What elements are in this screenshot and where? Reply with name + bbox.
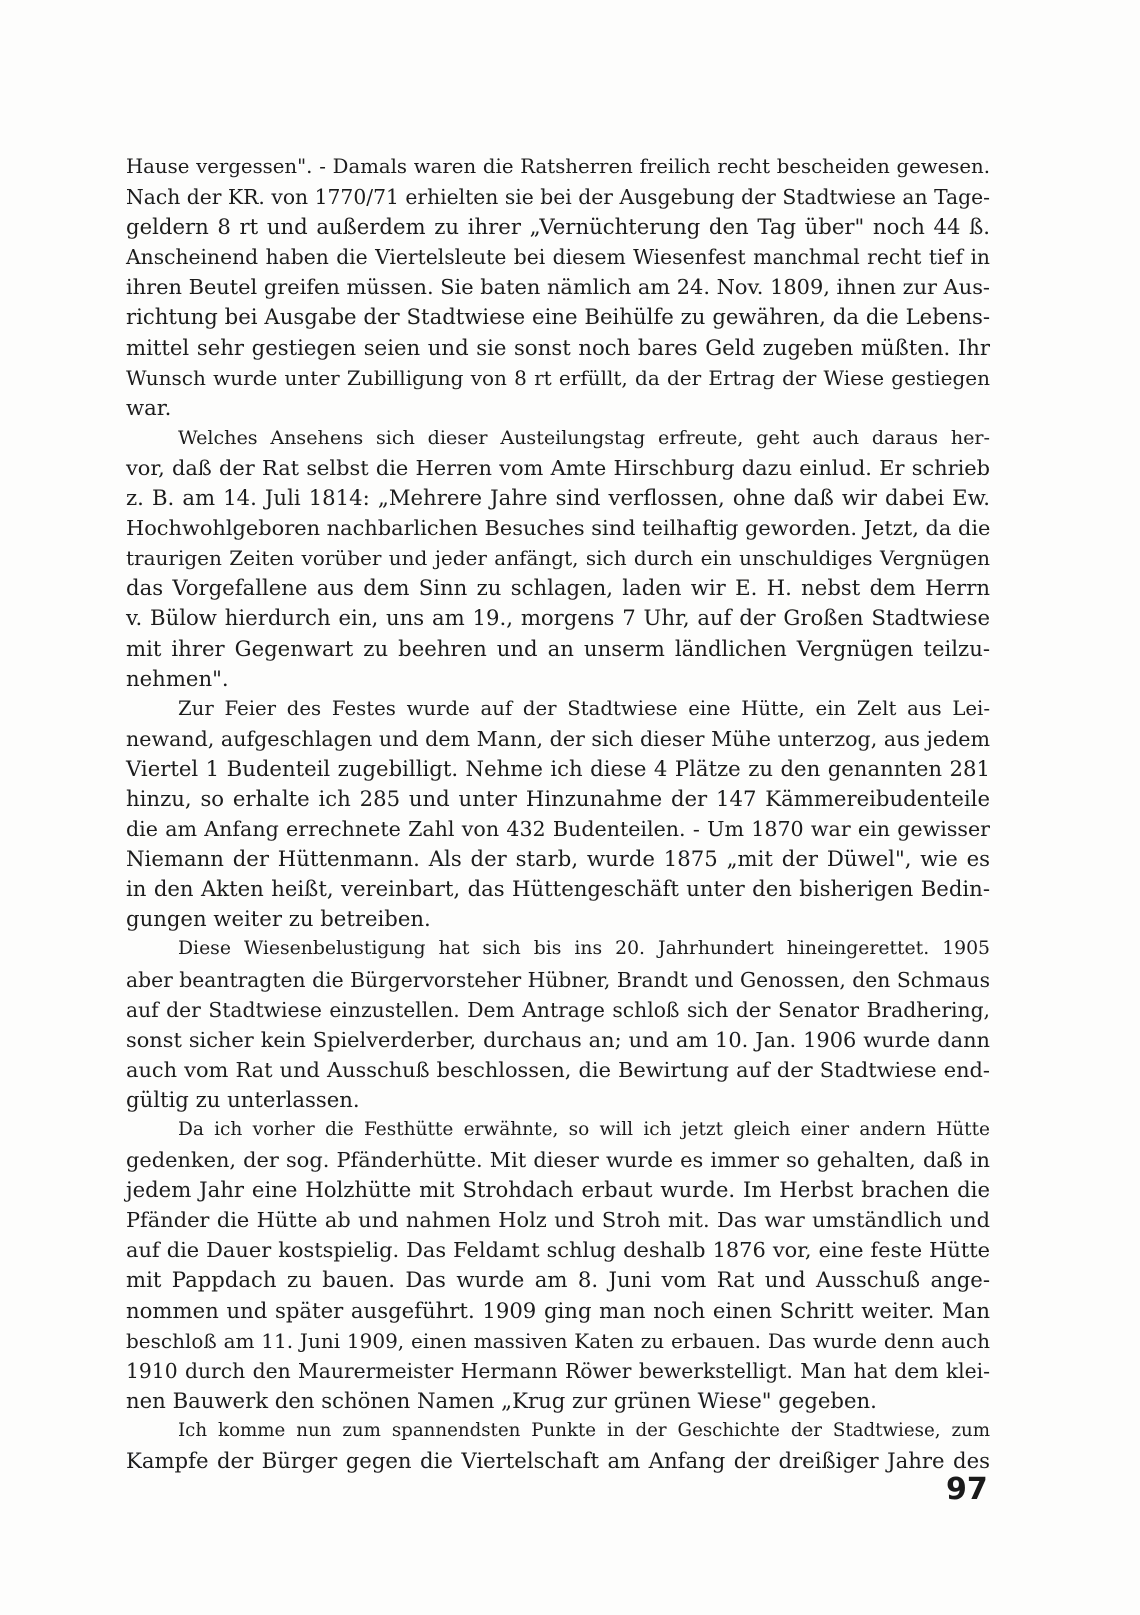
text-line: newand, aufgeschlagen und dem Mann, der sich dieser Mühe unterzog, aus jedem [126,726,990,751]
text-line: mittel sehr gestiegen seien und sie sonst noch bares Geld zugeben müßten. Ihr [126,334,990,360]
text-line: gungen weiter zu betreiben. [126,906,431,932]
paragraph [126,694,990,935]
text-line: hinzu, so erhalte ich 285 und unter Hinzunahme der 147 Kämmereibudenteile [126,785,990,811]
text-line: in den Akten heißt, vereinbart, das Hüttengeschäft unter den bisherigen Bedin- [126,876,990,902]
text-line: das Vorgefallene aus dem Sinn zu schlagen, laden wir E. H. nebst dem Herrn [126,575,990,601]
text-line: richtung bei Ausgabe der Stadtwiese eine Beihülfe zu gewähren, da die Lebens- [126,304,990,330]
text-line: Pfänder die Hütte ab und nahmen Holz und Stroh mit. Das war umständlich und [126,1208,990,1233]
text-line: traurigen Zeiten vorüber und jeder anfängt, sich durch ein unschuldiges Vergnügen [126,546,990,571]
text-line: sonst sicher kein Spielverderber, durchaus an; und am 10. Jan. 1906 wurde dann [126,1027,990,1052]
text-line: auf der Stadtwiese einzustellen. Dem Antrage schloß sich der Senator Bradhering, [126,997,990,1022]
text-line: geldern 8 rt und außerdem zu ihrer „Vernüchterung den Tag über" noch 44 ß. [126,214,990,240]
text-line: 1910 durch den Maurermeister Hermann Röwer bewerkstelligt. Man hat dem klei- [126,1358,990,1383]
text-line: z. B. am 14. Juli 1814: „Mehrere Jahre sind verflossen, ohne daß wir dabei Ew. [126,485,990,511]
text-line: gedenken, der sog. Pfänderhütte. Mit dieser wurde es immer so gehalten, daß in [126,1148,990,1173]
text-line: auch vom Rat und Ausschuß beschlossen, die Bewirtung auf der Stadtwiese end- [126,1057,990,1082]
text-line: Nach der KR. von 1770/71 erhielten sie bei der Ausgebung der Stadtwiese an Tage- [126,185,990,210]
text-line: Niemann der Hüttenmann. Als der starb, wurde 1875 „mit der Düwel", wie es [126,846,990,872]
text-line: nehmen". [126,665,229,691]
paragraph [126,1115,990,1416]
text-line: mit ihrer Gegenwart zu beehren und an unserm ländlichen Vergnügen teilzu- [126,635,990,661]
text-line: nen Bauwerk den schönen Namen „Krug zur grünen Wiese" gegeben. [126,1387,877,1413]
text-line: ihren Beutel greifen müssen. Sie baten nämlich am 24. Nov. 1809, ihnen zur Aus- [126,275,990,300]
text-line: nommen und später ausgeführt. 1909 ging man noch einen Schritt weiter. Man [126,1297,990,1323]
text-line: gültig zu unterlassen. [126,1086,360,1112]
text-line: beschloß am 11. Juni 1909, einen massiven Katen zu erbauen. Das wurde denn auch [126,1328,990,1353]
text-line: Zur Feier des Festes wurde auf der Stadtwiese eine Hütte, ein Zelt aus Lei- [178,696,990,720]
text-line: vor, daß der Rat selbst die Herren vom Amte Hirschburg dazu einlud. Er schrieb [126,455,990,480]
text-line: Kampfe der Bürger gegen die Viertelschaft am Anfang der dreißiger Jahre des [126,1448,990,1474]
page-number: 97 [946,1472,988,1507]
text-line: Welches Ansehens sich dieser Austeilungstag erfreute, geht auch daraus her- [178,425,990,449]
text-line: Hochwohlgeboren nachbarlichen Besuches sind teilhaftig geworden. Jetzt, da die [126,516,991,541]
text-line: war. [126,394,172,420]
text-line: Ich komme nun zum spannendsten Punkte in der Geschichte der Stadtwiese, zum [178,1419,990,1441]
text-line: die am Anfang errechnete Zahl von 432 Budenteilen. - Um 1870 war ein gewisser [126,817,990,842]
paragraph [126,423,990,694]
text-line: auf die Dauer kostspielig. Das Feldamt schlug deshalb 1876 vor, eine feste Hütte [126,1238,990,1263]
paragraph [126,934,990,1115]
text-line: Viertel 1 Budenteil zugebilligt. Nehme ich diese 4 Plätze zu den genannten 281 [126,755,990,781]
text-line: Anscheinend haben die Viertelsleute bei diesem Wiesenfest manchmal recht tief in [126,245,990,270]
body-text [126,152,990,1476]
text-line: Wunsch wurde unter Zubilligung von 8 rt erfüllt, da der Ertrag der Wiese gestiegen [126,365,990,390]
paragraph [126,152,990,423]
text-line: Hause vergessen". - Damals waren die Ratsherren freilich recht bescheiden gewesen. [126,155,990,178]
text-line: Diese Wiesenbelustigung hat sich bis ins 20. Jahrhundert hineingerettet. 1905 [178,938,990,960]
text-line: mit Pappdach zu bauen. Das wurde am 8. Juni vom Rat und Ausschuß ange- [126,1267,990,1293]
text-line: aber beantragten die Bürgervorsteher Hübner, Brandt und Genossen, den Schmaus [126,967,990,992]
paragraph [126,1416,990,1476]
text-line: Da ich vorher die Festhütte erwähnte, so will ich jetzt gleich einer andern Hütte [178,1119,990,1140]
text-line: v. Bülow hierdurch ein, uns am 19., morgens 7 Uhr, auf der Großen Stadtwiese [126,605,990,631]
text-line: jedem Jahr eine Holzhütte mit Strohdach erbaut wurde. Im Herbst brachen die [126,1177,990,1203]
